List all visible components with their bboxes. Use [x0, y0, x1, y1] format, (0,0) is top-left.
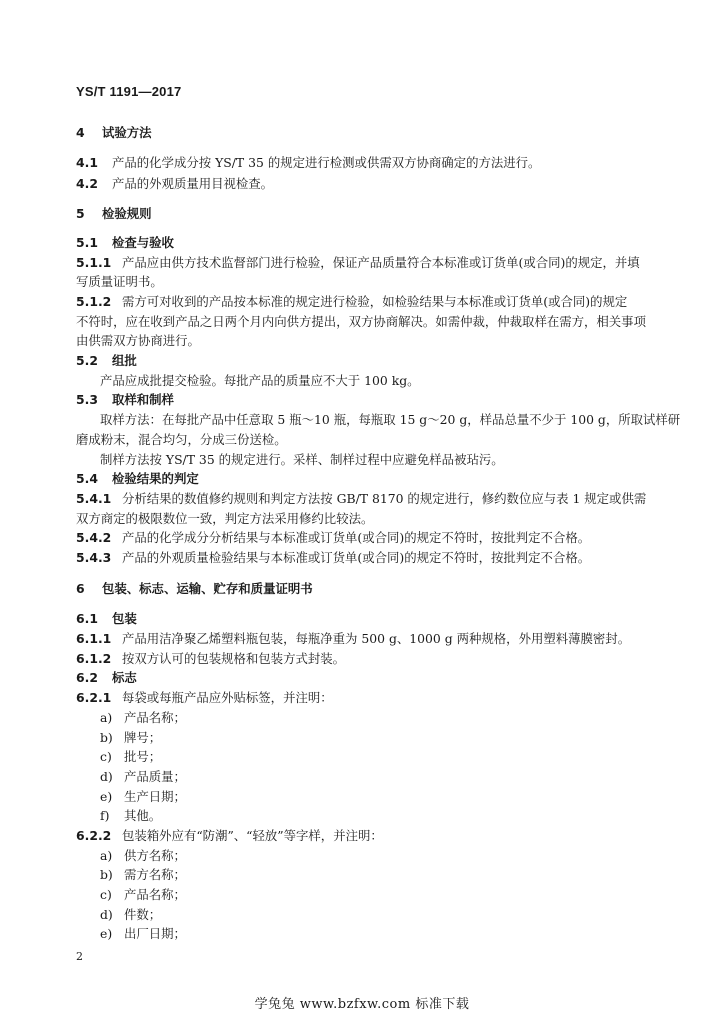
paragraph — [76, 154, 656, 172]
paragraph-continuation: 由供需双方协商进行。 — [76, 333, 200, 348]
subsection-number: 5.1 — [76, 235, 98, 250]
paragraph — [76, 689, 656, 707]
list-item — [100, 768, 680, 786]
list-item — [100, 906, 680, 924]
clause-text: 每袋或每瓶产品应外贴标签，并注明： — [122, 690, 333, 705]
paragraph-continuation: 不符时，应在收到产品之日两个月内向供方提出，双方协商解决。如需仲裁，仲裁取样在需方，相关事项 — [76, 314, 646, 329]
paragraph-continuation: 写质量证明书。 — [76, 274, 163, 289]
list-marker: b) — [100, 867, 113, 882]
paragraph — [76, 175, 656, 193]
paragraph: 制样方法按 YS/T 35 的规定进行。采样、制样过程中应避免样品被玷污。 — [100, 452, 504, 467]
list-item — [100, 866, 680, 884]
paragraph — [76, 650, 656, 668]
list-text: 生产日期； — [124, 789, 186, 804]
clause-number: 4.2 — [76, 176, 98, 191]
list-item — [100, 886, 680, 904]
list-text: 产品质量； — [124, 769, 186, 784]
list-marker: f) — [100, 808, 110, 823]
clause-number: 5.1.1 — [76, 255, 112, 270]
clause-text: 产品应由供方技术监督部门进行检验，保证产品质量符合本标准或订货单(或合同)的规定，并填 — [122, 255, 640, 270]
standard-number-header: YS/T 1191—2017 — [76, 84, 182, 99]
list-marker: c) — [100, 749, 112, 764]
subsection-title: 组批 — [112, 353, 137, 368]
clause-number: 6.2.2 — [76, 828, 112, 843]
clause-number: 5.4.3 — [76, 550, 112, 565]
list-marker: e) — [100, 789, 113, 804]
section-heading — [76, 580, 656, 598]
clause-number: 6.1.1 — [76, 631, 112, 646]
subsection-heading — [76, 352, 656, 370]
subsection-number: 5.4 — [76, 471, 98, 486]
list-text: 供方名称； — [124, 848, 186, 863]
section-title: 试验方法 — [102, 125, 152, 140]
clause-text: 产品的化学成分分析结果与本标准或订货单(或合同)的规定不符时，按批判定不合格。 — [122, 530, 591, 545]
subsection-heading — [76, 669, 656, 687]
subsection-heading — [76, 391, 656, 409]
list-text: 产品名称； — [124, 710, 186, 725]
list-item — [100, 807, 680, 825]
clause-number: 6.1.2 — [76, 651, 112, 666]
clause-number: 4.1 — [76, 155, 98, 170]
list-marker: b) — [100, 730, 113, 745]
subsection-heading — [76, 610, 656, 628]
clause-text: 分析结果的数值修约规则和判定方法按 GB/T 8170 的规定进行，修约数位应与表 1 规定或供需 — [122, 491, 647, 506]
clause-number: 5.4.1 — [76, 491, 112, 506]
subsection-heading — [76, 470, 656, 488]
clause-number: 5.1.2 — [76, 294, 112, 309]
list-text: 其他。 — [124, 808, 162, 823]
section-number: 6 — [76, 581, 85, 596]
subsection-number: 5.2 — [76, 353, 98, 368]
section-heading — [76, 124, 656, 142]
clause-number: 5.4.2 — [76, 530, 112, 545]
subsection-title: 检验结果的判定 — [112, 471, 199, 486]
list-text: 出厂日期； — [124, 926, 186, 941]
subsection-number: 6.2 — [76, 670, 98, 685]
paragraph: 产品应成批提交检验。每批产品的质量应不大于 100 kg。 — [100, 373, 420, 388]
list-marker: a) — [100, 848, 113, 863]
paragraph — [76, 490, 656, 508]
list-marker: c) — [100, 887, 112, 902]
subsection-number: 6.1 — [76, 611, 98, 626]
list-item — [100, 847, 680, 865]
paragraph-continuation: 磨成粉末，混合均匀，分成三份送检。 — [76, 432, 287, 447]
watermark-footer: 学兔兔 www.bzfxw.com 标准下载 — [254, 997, 470, 1012]
clause-text: 产品的外观质量检验结果与本标准或订货单(或合同)的规定不符时，按批判定不合格。 — [122, 550, 591, 565]
subsection-title: 取样和制样 — [112, 392, 174, 407]
list-marker: e) — [100, 926, 113, 941]
list-marker: d) — [100, 769, 113, 784]
section-title: 包装、标志、运输、贮存和质量证明书 — [102, 581, 313, 596]
page-number: 2 — [76, 950, 83, 963]
clause-text: 需方可对收到的产品按本标准的规定进行检验，如检验结果与本标准或订货单(或合同)的规定 — [122, 294, 628, 309]
section-number: 5 — [76, 206, 85, 221]
list-marker: d) — [100, 907, 113, 922]
list-item — [100, 925, 680, 943]
subsection-number: 5.3 — [76, 392, 98, 407]
clause-text: 产品用洁净聚乙烯塑料瓶包装，每瓶净重为 500 g、1000 g 两种规格，外用塑料薄膜密封。 — [122, 631, 631, 646]
paragraph — [76, 827, 656, 845]
section-title: 检验规则 — [102, 206, 152, 221]
list-item — [100, 788, 680, 806]
list-item — [100, 729, 680, 747]
list-text: 牌号； — [124, 730, 162, 745]
subsection-title: 检查与验收 — [112, 235, 174, 250]
section-number: 4 — [76, 125, 85, 140]
paragraph — [76, 254, 656, 272]
list-text: 产品名称； — [124, 887, 186, 902]
paragraph: 取样方法：在每批产品中任意取 5 瓶～10 瓶，每瓶取 15 g～20 g，样品总量不少于 100 g，所取试样研 — [100, 412, 681, 427]
clause-text: 产品的外观质量用目视检查。 — [112, 176, 274, 191]
clause-number: 6.2.1 — [76, 690, 112, 705]
list-item — [100, 748, 680, 766]
paragraph — [76, 549, 656, 567]
subsection-title: 标志 — [112, 670, 137, 685]
list-item — [100, 709, 680, 727]
subsection-heading — [76, 234, 656, 252]
paragraph — [76, 529, 656, 547]
section-heading — [76, 205, 656, 223]
paragraph-continuation: 双方商定的极限数位一致，判定方法采用修约比较法。 — [76, 511, 374, 526]
clause-text: 包装箱外应有“防潮”、“轻放”等字样，并注明： — [122, 828, 383, 843]
subsection-title: 包装 — [112, 611, 137, 626]
list-marker: a) — [100, 710, 113, 725]
clause-text: 产品的化学成分按 YS/T 35 的规定进行检测或供需双方协商确定的方法进行。 — [112, 155, 541, 170]
paragraph — [76, 293, 656, 311]
clause-text: 按双方认可的包装规格和包装方式封装。 — [122, 651, 346, 666]
list-text: 件数； — [124, 907, 162, 922]
paragraph — [76, 630, 656, 648]
list-text: 需方名称； — [124, 867, 186, 882]
list-text: 批号； — [124, 749, 162, 764]
